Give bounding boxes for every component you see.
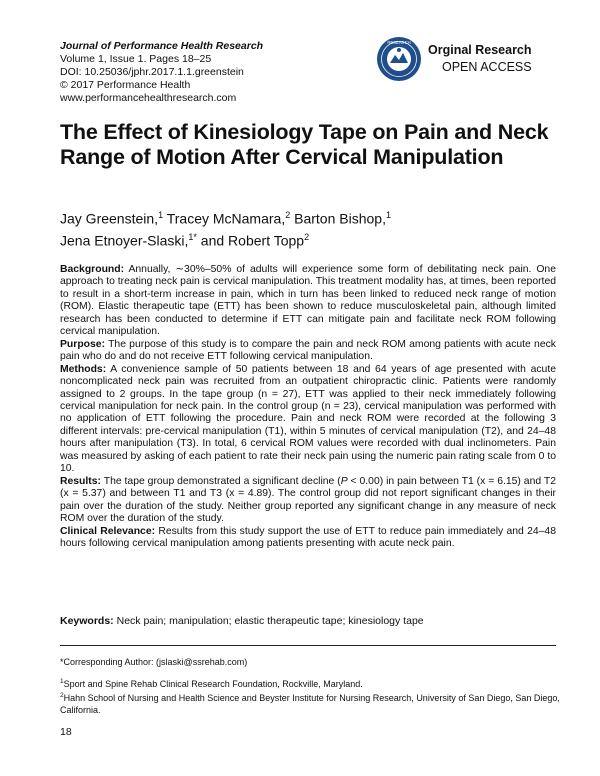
section-text: Results from this study support the use of ETT to reduce pain immediately and 24–48 hours following cervical manipulation among patients presenting with acute neck pain. xyxy=(60,525,556,549)
abstract-results xyxy=(60,476,556,526)
abstract-methods xyxy=(60,364,556,476)
affiliation-marker: 1 xyxy=(60,677,64,685)
article-title: The Effect of Kinesiology Tape on Pain and Neck Range of Motion After Cervical Manipulation xyxy=(60,120,549,169)
section-label: Background: xyxy=(60,264,125,275)
affiliation-marker: 1 xyxy=(385,210,391,220)
section-label: Results: xyxy=(60,475,101,487)
abstract xyxy=(60,264,556,550)
article-type-label: Orginal Research xyxy=(428,43,532,57)
author-name: Jay Greenstein, xyxy=(60,210,159,227)
journal-name: Journal of Performance Health Research xyxy=(60,40,264,52)
open-access-label: OPEN ACCESS xyxy=(442,60,532,74)
keywords-label: Keywords: xyxy=(60,615,114,627)
section-label: Methods: xyxy=(60,363,107,375)
journal-volume: Volume 1, Issue 1. Pages 18–25 xyxy=(60,53,212,65)
author-list xyxy=(60,206,540,249)
p-value-symbol: P xyxy=(340,475,348,487)
page-number: 18 xyxy=(60,726,72,738)
footnote-divider xyxy=(60,645,556,646)
keywords-text: Neck pain; manipulation; elastic therapeutic tape; kinesiology tape xyxy=(113,615,424,627)
affiliation-2 xyxy=(60,690,560,716)
research-badge-icon xyxy=(376,36,422,82)
article-type-block xyxy=(428,42,588,76)
abstract-background xyxy=(60,264,556,339)
affiliation-marker: 1* xyxy=(188,231,197,242)
author-name: and Robert Topp xyxy=(196,232,305,249)
journal-url[interactable]: www.performancehealthresearch.com xyxy=(60,92,237,104)
affiliation-text: Hahn School of Nursing and Health Science and Beyster Institute for Nursing Research, University of San Diego, San Diego, California. xyxy=(60,693,560,715)
footnotes xyxy=(60,657,560,716)
affiliation-text: Sport and Spine Rehab Clinical Research Foundation, Rockville, Maryland. xyxy=(63,678,363,689)
affiliation-marker: 2 xyxy=(285,210,291,220)
author-name: Barton Bishop, xyxy=(290,210,386,227)
abstract-clinical-relevance xyxy=(60,526,556,551)
section-text: Annually, ∼30%–50% of adults will experience some form of debilitating neck pain. One approach to treating neck pain is cervical manipulation. This treatment modality has, at times, been reported to result in a short-term increase in pain, which in turn has been linked to reduced neck range of motion (ROM). Elastic therapeutic tape (ETT) has been shown to reduce musculoskeletal pain, although limited research has been conducted to determine if ETT can mitigate pain and facilitate neck ROM following cervical manipulation. xyxy=(60,264,556,338)
affiliation-marker: 2 xyxy=(304,231,310,242)
affiliation-marker: 2 xyxy=(60,692,64,699)
section-label: Purpose: xyxy=(60,338,106,350)
badge-logo-text: RESEARCH xyxy=(387,40,411,46)
corresponding-author: *Corresponding Author: (jslaski@ssrehab.com) xyxy=(60,657,248,667)
keywords xyxy=(60,615,556,628)
journal-doi: DOI: 10.25036/jphr.2017.1.1.greenstein xyxy=(60,66,244,78)
author-name: Tracey McNamara, xyxy=(163,210,286,227)
section-text: A convenience sample of 50 patients between 18 and 64 years of age presented with acute noncomplicated neck pain was recruited from an outpatient chiropractic clinic. Patients were randomly assigned to 2 groups. In the tape group (n = 27), ETT was applied to their neck immediately following cervical manipulation for neck pain. In the control group (n = 23), cervical manipulation was performed with no application of ETT following the procedure. Pain and neck ROM were recorded at the following 3 different intervals: pre-cervical manipulation (T1), within 5 minutes of cervical manipulation (T2), and 24–48 hours after manipulation (T3). In total, 6 cervical ROM values were recorded with dual inclinometers. Pain was measured by asking of each patient to rate their neck pain using the numeric pain rating scale from 0 to 10. xyxy=(60,363,556,475)
abstract-purpose xyxy=(60,339,556,364)
author-name: Jena Etnoyer-Slaski, xyxy=(60,232,189,249)
section-text: The purpose of this study is to compare the pain and neck ROM among patients with acute neck pain who do and do not receive ETT following cervical manipulation. xyxy=(60,338,556,363)
section-text: The tape group demonstrated a significant decline ( xyxy=(101,475,341,487)
affiliation-1 xyxy=(60,676,560,691)
section-text: < 0.00) in pain between T1 (x = 6.15) and T2 (x = 5.37) and between T1 and T3 (x = 4.89). The control group did not report significant changes in their pain over the duration of the study. Neither group reported any significant change in any measure of neck ROM over the duration of the study. xyxy=(60,475,556,525)
section-label: Clinical Relevance: xyxy=(60,525,156,537)
affiliation-marker: 1 xyxy=(158,210,164,220)
journal-info xyxy=(60,40,360,105)
journal-copyright: © 2017 Performance Health xyxy=(60,79,191,91)
